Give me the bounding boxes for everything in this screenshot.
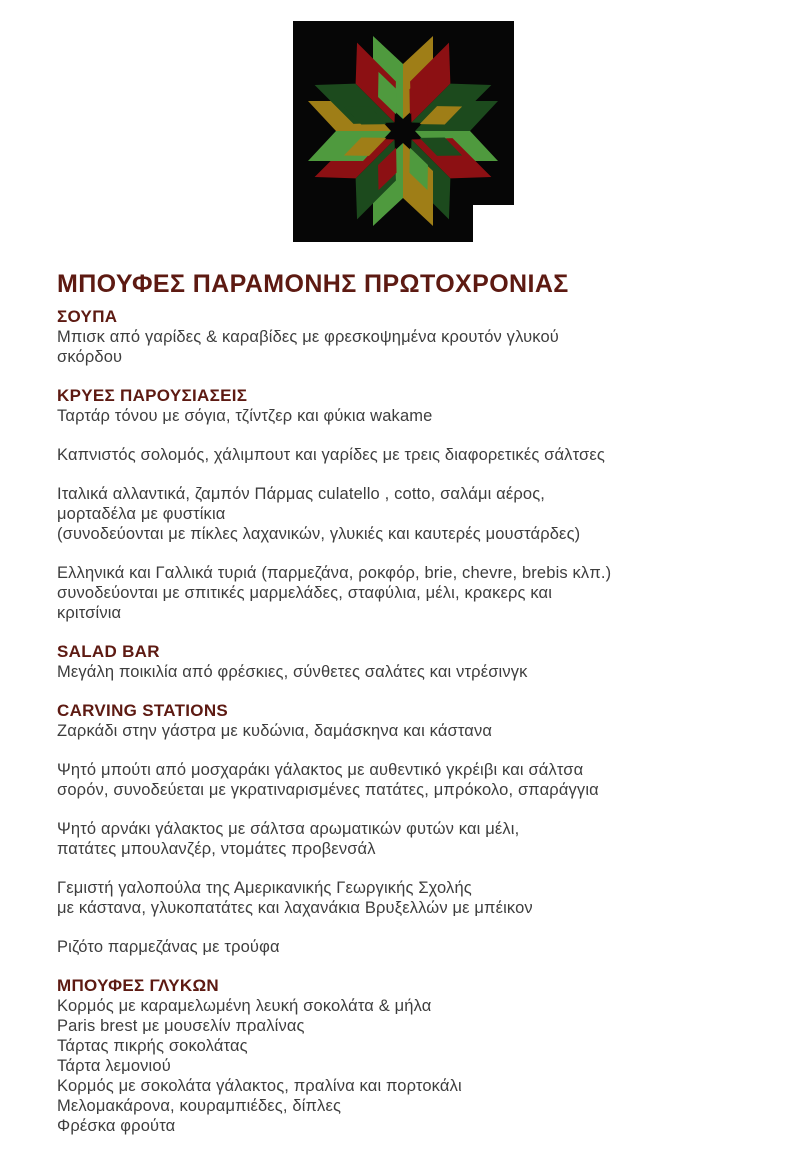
page-title: ΜΠΟΥΦΕΣ ΠΑΡΑΜΟΝΗΣ ΠΡΩΤΟΧΡΟΝΙΑΣ (57, 270, 569, 298)
menu-line: Ελληνικά και Γαλλικά τυριά (παρμεζάνα, ροκφόρ, brie, chevre, brebis κλπ.) (57, 564, 612, 583)
menu-line: Κορμός με σοκολάτα γάλακτος, πραλίνα και πορτοκάλι (57, 1077, 462, 1096)
menu-item (57, 878, 760, 918)
section-heading: SALAD BAR (57, 642, 160, 662)
menu-line: Paris brest με μουσελίν πραλίνας (57, 1017, 305, 1036)
section-heading: ΜΠΟΥΦΕΣ ΓΛΥΚΩΝ (57, 976, 219, 996)
section-heading: CARVING STATIONS (57, 701, 229, 721)
menu-line: Τάρτα λεμονιού (57, 1057, 171, 1076)
menu-line: Ψητό μπούτι από μοσχαράκι γάλακτος με αυθεντικό γκρέιβι και σάλτσα (57, 761, 584, 780)
menu-item (57, 484, 760, 544)
quilt-star-logo (293, 21, 514, 242)
menu-line: πατάτες μπουλανζέρ, ντομάτες προβενσάλ (57, 840, 376, 859)
menu-line: Ψητό αρνάκι γάλακτος με σάλτσα αρωματικών φυτών και μέλι, (57, 820, 520, 839)
menu-line: κριτσίνια (57, 604, 122, 623)
menu-item (57, 721, 760, 741)
menu-item (57, 327, 760, 367)
menu-item (57, 937, 760, 957)
menu-line: Ζαρκάδι στην γάστρα με κυδώνια, δαμάσκηνα και κάστανα (57, 722, 493, 741)
section-heading: ΣΟΥΠΑ (57, 307, 118, 327)
menu-line: Γεμιστή γαλοπούλα της Αμερικανικής Γεωργικής Σχολής (57, 879, 472, 898)
menu-section (57, 307, 760, 367)
menu-line: Φρέσκα φρούτα (57, 1117, 176, 1136)
menu-line: μορταδέλα με φυστίκια (57, 505, 226, 524)
menu-line: με κάστανα, γλυκοπατάτες και λαχανάκια Βρυξελλών με μπέικον (57, 899, 533, 918)
menu-document (0, 271, 800, 1136)
menu-item (57, 563, 760, 623)
menu-item (57, 819, 760, 859)
menu-line: Μπισκ από γαρίδες & καραβίδες με φρεσκοψημένα κρουτόν γλυκού (57, 328, 559, 347)
menu-line: Κορμός με καραμελωμένη λευκή σοκολάτα & μήλα (57, 997, 432, 1016)
logo-corner-notch (473, 205, 514, 242)
menu-line: Ιταλικά αλλαντικά, ζαμπόν Πάρμας culatello , cotto, σαλάμι αέρος, (57, 485, 546, 504)
section-heading: ΚΡΥΕΣ ΠΑΡΟΥΣΙΑΣΕΙΣ (57, 386, 248, 406)
menu-section (57, 976, 760, 1136)
menu-section (57, 386, 760, 623)
menu-item (57, 760, 760, 800)
menu-line: Καπνιστός σολομός, χάλιμπουτ και γαρίδες με τρεις διαφορετικές σάλτσες (57, 446, 605, 465)
menu-item (57, 445, 760, 465)
menu-item (57, 406, 760, 426)
menu-item (57, 662, 760, 682)
menu-line: Μελομακάρονα, κουραμπιέδες, δίπλες (57, 1097, 342, 1116)
menu-line: σκόρδου (57, 348, 123, 367)
menu-line: (συνοδεύονται με πίκλες λαχανικών, γλυκιές και καυτερές μουστάρδες) (57, 525, 581, 544)
quilt-star-icon (293, 21, 514, 242)
menu-line: Ριζότο παρμεζάνας με τρούφα (57, 938, 280, 957)
menu-line: σορόν, συνοδεύεται με γκρατιναρισμένες πατάτες, μπρόκολο, σπαράγγια (57, 781, 599, 800)
menu-line: Μεγάλη ποικιλία από φρέσκιες, σύνθετες σαλάτες και ντρέσινγκ (57, 663, 528, 682)
menu-sections (57, 307, 760, 1136)
menu-line: Τάρτας πικρής σοκολάτας (57, 1037, 248, 1056)
menu-section (57, 642, 760, 682)
menu-item (57, 996, 760, 1136)
menu-line: συνοδεύονται με σπιτικές μαρμελάδες, σταφύλια, μέλι, κρακερς και (57, 584, 553, 603)
menu-section (57, 701, 760, 957)
menu-line: Ταρτάρ τόνου με σόγια, τζίντζερ και φύκια wakame (57, 407, 433, 426)
